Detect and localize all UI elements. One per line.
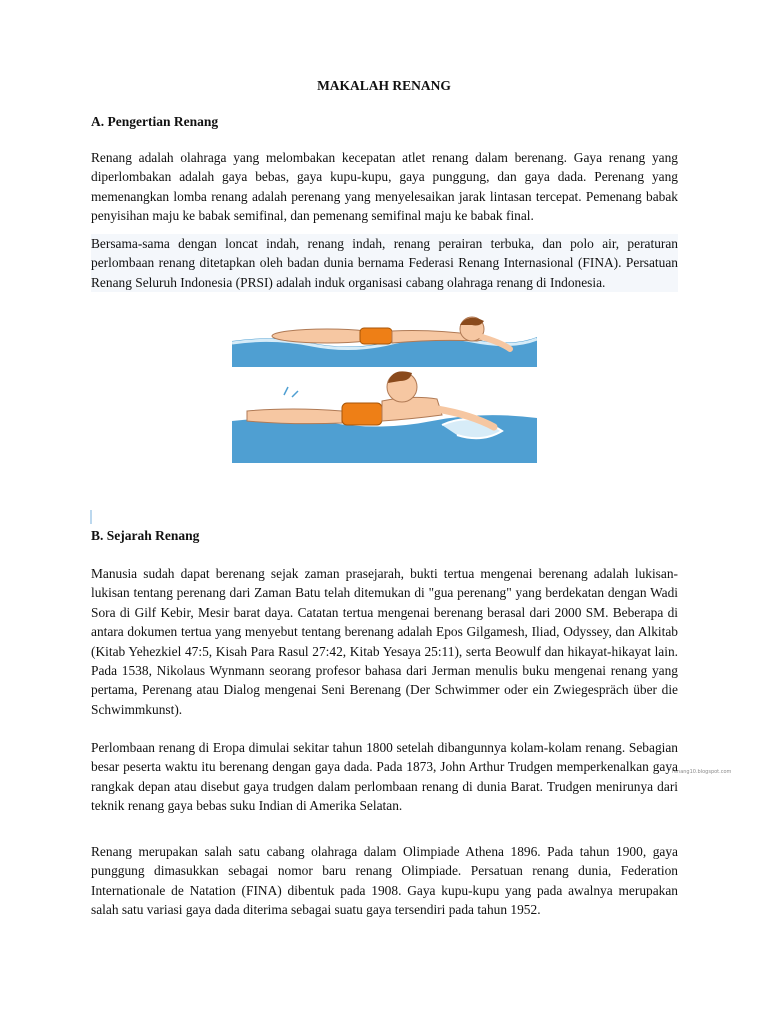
section-b-heading: B. Sejarah Renang bbox=[91, 528, 200, 543]
section-a-paragraph-2: Bersama-sama dengan loncat indah, renang indah, renang perairan terbuka, dan polo air, peraturan perlombaan renang ditetapkan oleh badan dunia bernama Federasi Renang Internasional (FINA). Persatuan Renang Seluruh Indonesia (PRSI) adalah induk organisasi cabang olahraga renang di Indonesia. bbox=[91, 234, 678, 292]
image-credit: renang10.blogspot.com bbox=[672, 769, 732, 775]
section-b-paragraph-3: Renang merupakan salah satu cabang olahraga dalam Olimpiade Athena 1896. Pada tahun 1900, gaya punggung dimasukkan sebagai nomor baru renang Olimpiade. Persatuan renang dunia, Federation Internationale de Natation (FINA) dibentuk pada 1908. Gaya kupu-kupu yang pada awalnya merupakan salah satu variasi gaya dada diterima sebagai suatu gaya tersendiri pada tahun 1952. bbox=[91, 844, 678, 918]
swimmers-figure bbox=[232, 303, 537, 478]
margin-marker bbox=[90, 510, 92, 524]
section-b-paragraph-2: Perlombaan renang di Eropa dimulai sekitar tahun 1800 setelah dibangunnya kolam-kolam renang. Sebagian besar peserta waktu itu berenang dengan gaya dada. Pada 1873, John Arthur Trudgen memperkenalkan gaya rangkak depan atau disebut gaya trudgen dalam perlombaan renang di dunia Barat. Trudgen menirunya dari teknik renang gaya bebas suku Indian di Amerika Selatan. bbox=[91, 740, 678, 814]
section-a-paragraph-1: Renang adalah olahraga yang melombakan kecepatan atlet renang dalam berenang. Gaya renang yang diperlombakan adalah gaya bebas, gaya kupu-kupu, gaya punggung, dan gaya dada. Perenang yang memenangkan lomba renang adalah perenang yang menyelesaikan jarak lintasan tercepat. Pemenang babak penyisihan maju ke babak semifinal, dan pemenang semifinal maju ke babak final. bbox=[91, 150, 678, 224]
section-a-heading: A. Pengertian Renang bbox=[91, 114, 219, 129]
section-b-paragraph-1: Manusia sudah dapat berenang sejak zaman prasejarah, bukti tertua mengenai berenang adalah lukisan-lukisan tentang perenang dari Zaman Batu telah ditemukan di "gua perenang" yang berdekatan dengan Wadi Sora di Gilf Kebir, Mesir barat daya. Catatan tertua mengenai berenang berasal dari 2000 SM. Beberapa di antara dokumen tertua yang menyebut tentang berenang adalah Epos Gilgamesh, Iliad, Odyssey, dan Alkitab (Kitab Yehezkiel 47:5, Kisah Para Rasul 27:42, Kitab Yesaya 25:11), serta Beowulf dan hikayat-hikayat lain. Pada 1538, Nikolaus Wynmann seorang profesor bahasa dari Jerman menulis buku mengenai renang yang pertama, Perenang atau Dialog mengenai Seni Berenang (Der Schwimmer oder ein Zwiegespräch über die Schwimmkunst). bbox=[91, 566, 678, 717]
document-title: MAKALAH RENANG bbox=[317, 78, 451, 93]
